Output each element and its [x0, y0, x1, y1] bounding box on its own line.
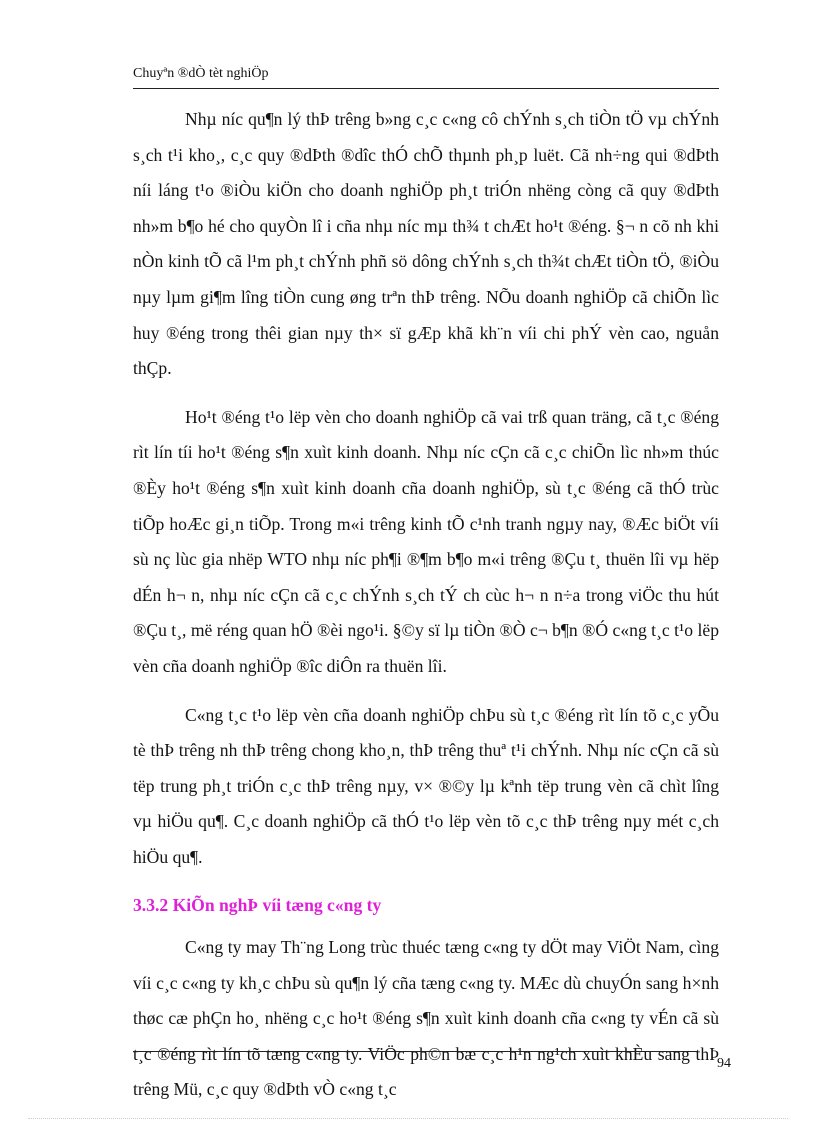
running-header: Chuyªn ®dÒ tèt nghiÖp [133, 66, 269, 81]
header-rule [133, 88, 719, 89]
section-heading: 3.3.2 KiÕn nghÞ víi tæng c«ng ty [133, 895, 382, 916]
footer-rule [133, 1051, 697, 1052]
page-bottom-edge [28, 1118, 788, 1119]
paragraph-3: C«ng t¸c t¹o lëp vèn cña doanh nghiÖp chÞu sù t¸c ®éng rìt lín tõ c¸c yÕu tè thÞ trêng nh thÞ trêng chong kho¸n, thÞ trêng thuª t¹i chÝnh. Nhµ níc cÇn cã sù tëp trung ph¸t triÓn c¸c thÞ trêng nµy, v× ®©y lµ kªnh tëp trung vèn cã chìt lîng vµ hiÖu qu¶. C¸c doanh nghiÖp cã thÓ t¹o lëp vèn tõ c¸c thÞ trêng nµy mét c¸ch hiÖu qu¶. [133, 704, 719, 867]
page-number: 94 [717, 1056, 731, 1071]
paragraph-2: Ho¹t ®éng t¹o lëp vèn cho doanh nghiÖp cã vai trß quan träng, cã t¸c ®éng rìt lín tíi ho¹t ®éng s¶n xuìt kinh doanh. Nhµ níc cÇn cã c¸c chiÕn lìc nh»m thúc ®Èy ho¹t ®éng s¶n xuìt kinh doanh cña doanh nghiÖp, sù t¸c ®éng cã thÓ trùc tiÕp hoÆc gi¸n tiÕp. Trong m«i trêng kinh tÕ c¹nh tranh ngµy nay, ®Æc biÖt víi sù nç lùc gia nhëp WTO nhµ níc ph¶i ®¶m b¶o m«i trêng ®Çu t¸ thuën lîi vµ hëp dÉn h¬ n, nhµ níc cÇn cã c¸c chÝnh s¸ch tÝ ch cùc h¬ n n÷a trong viÖc thu hút ®Çu t¸, më réng quan hÖ ®èi ngo¹i. §©y sï lµ tiÒn ®Ò c¬ b¶n ®Ó c«ng t¸c t¹o lëp vèn cña doanh nghiÖp ®îc diÔn ra thuën lîi. [133, 406, 719, 676]
body-text [133, 102, 719, 1108]
paragraph-1: Nhµ níc qu¶n lý thÞ trêng b»ng c¸c c«ng cô chÝnh s¸ch tiÒn tÖ vµ chÝnh s¸ch t¹i kho¸, c¸c quy ®dÞth ®dîc thÓ chÕ thµnh ph¸p luët. Cã nh÷ng qui ®dÞth níi láng t¹o ®iÒu kiÖn cho doanh nghiÖp ph¸t triÓn nhëng còng cã quy ®dÞth nh»m b¶o hé cho quyÒn lî i cña nhµ níc mµ th¾ t chÆt ho¹t ®éng. §¬ n cõ nh khi nÒn kinh tÕ cã l¹m ph¸t chÝnh phñ sö dông chÝnh s¸ch th¾t chÆt tiÒn tÖ, ®iÒu nµy lµm gi¶m lîng tiÒn cung øng trªn thÞ trêng. NÕu doanh nghiÖp cã chiÕn lìc huy ®éng trong thêi gian nµy th× sï gÆp khã kh¨n víi chi phÝ vèn cao, nguån thÇp. [133, 109, 719, 379]
paragraph-4: C«ng ty may Th¨ng Long trùc thuéc tæng c«ng ty dÖt may ViÖt Nam, cìng víi c¸c c«ng ty kh¸c chÞu sù qu¶n lý cña tæng c«ng ty. MÆc dù chuyÓn sang h×nh thøc cæ phÇn ho¸ nhëng c¸c ho¹t ®éng s¶n xuìt kinh doanh cña c«ng ty vÉn cã sù t¸c ®éng rìt lín tõ tæng c«ng ty. ViÖc ph©n bæ c¸c h¹n ng¹ch xuìt khÈu sang thÞ trêng Mü, c¸c quy ®dÞth vÒ c«ng t¸c [133, 937, 719, 1100]
